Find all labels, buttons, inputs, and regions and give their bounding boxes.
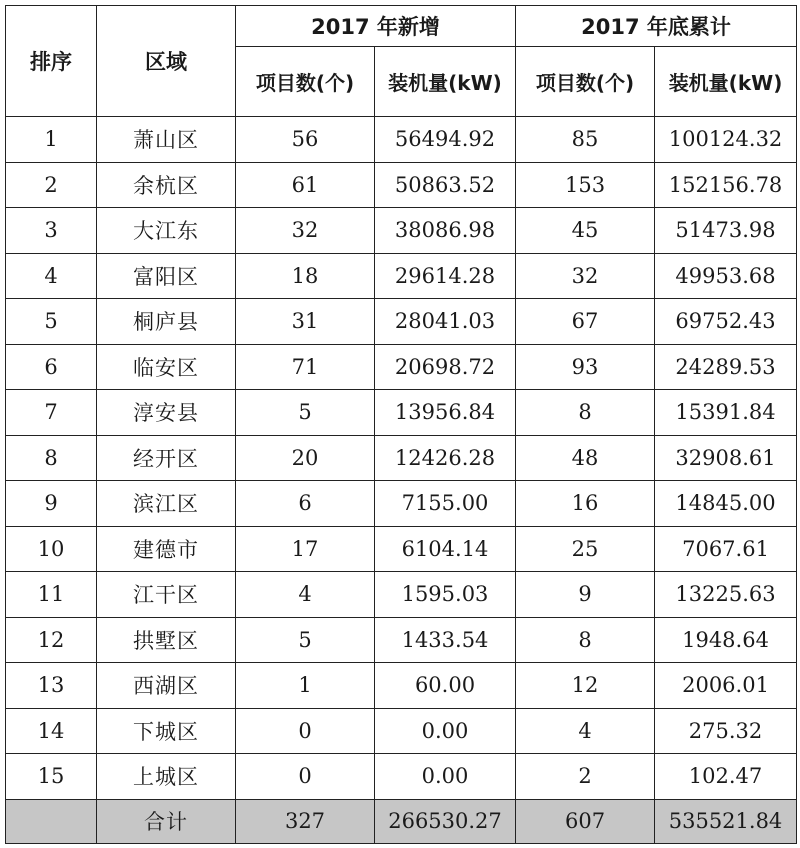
- cell-total-capacity: 7067.61: [655, 526, 797, 572]
- cell-total-capacity: 24289.53: [655, 344, 797, 390]
- cell-new-capacity: 1595.03: [375, 572, 516, 618]
- cell-new-capacity: 0.00: [375, 708, 516, 754]
- cell-new-capacity: 60.00: [375, 663, 516, 709]
- cell-total-capacity: 102.47: [655, 754, 797, 800]
- header-rank: 排序: [6, 6, 97, 117]
- cell-new-capacity: 12426.28: [375, 435, 516, 481]
- cell-total-count: 32: [516, 253, 655, 299]
- cell-region: 经开区: [97, 435, 236, 481]
- cell-new-capacity: 0.00: [375, 754, 516, 800]
- header-new-capacity: 装机量(kW): [375, 47, 516, 117]
- table-row: [6, 390, 797, 436]
- table-row: [6, 754, 797, 800]
- header-group-new: 2017 年新增: [236, 6, 516, 47]
- cell-new-capacity: 56494.92: [375, 117, 516, 163]
- cell-new-capacity: 1433.54: [375, 617, 516, 663]
- table-row: [6, 117, 797, 163]
- cell-new-capacity: 29614.28: [375, 253, 516, 299]
- total-row: [6, 799, 797, 843]
- cell-region: 余杭区: [97, 162, 236, 208]
- cell-total-count: 9: [516, 572, 655, 618]
- cell-total-count: 16: [516, 481, 655, 527]
- cell-total-count: 8: [516, 617, 655, 663]
- header-group-total: 2017 年底累计: [516, 6, 797, 47]
- cell-rank: 4: [6, 253, 97, 299]
- cell-new-count: 6: [236, 481, 375, 527]
- cell-total-count: 85: [516, 117, 655, 163]
- cell-total-count: 12: [516, 663, 655, 709]
- cell-new-count: 1: [236, 663, 375, 709]
- cell-total-count: 2: [516, 754, 655, 800]
- cell-rank: 5: [6, 299, 97, 345]
- table-row: [6, 572, 797, 618]
- cell-rank: 13: [6, 663, 97, 709]
- cell-rank: 2: [6, 162, 97, 208]
- cell-total-count: 25: [516, 526, 655, 572]
- table-row: [6, 253, 797, 299]
- cell-total-capacity: 14845.00: [655, 481, 797, 527]
- cell-region: 萧山区: [97, 117, 236, 163]
- cell-total-capacity: 152156.78: [655, 162, 797, 208]
- cell-total-count: 607: [516, 799, 655, 843]
- cell-region: 滨江区: [97, 481, 236, 527]
- cell-new-count: 5: [236, 390, 375, 436]
- cell-total-capacity: 13225.63: [655, 572, 797, 618]
- cell-region: 江干区: [97, 572, 236, 618]
- table-row: [6, 708, 797, 754]
- table-row: [6, 617, 797, 663]
- table-row: [6, 162, 797, 208]
- solar-projects-table: [5, 5, 797, 844]
- header-total-count: 项目数(个): [516, 47, 655, 117]
- cell-new-count: 5: [236, 617, 375, 663]
- cell-new-count: 20: [236, 435, 375, 481]
- cell-new-capacity: 7155.00: [375, 481, 516, 527]
- cell-rank: [6, 799, 97, 843]
- cell-rank: 11: [6, 572, 97, 618]
- cell-total-capacity: 32908.61: [655, 435, 797, 481]
- header-new-count: 项目数(个): [236, 47, 375, 117]
- cell-total-count: 45: [516, 208, 655, 254]
- cell-total-capacity: 49953.68: [655, 253, 797, 299]
- table-row: [6, 299, 797, 345]
- cell-total-count: 4: [516, 708, 655, 754]
- cell-total-capacity: 69752.43: [655, 299, 797, 345]
- cell-new-count: 31: [236, 299, 375, 345]
- table-row: [6, 481, 797, 527]
- cell-total-capacity: 100124.32: [655, 117, 797, 163]
- cell-region: 合计: [97, 799, 236, 843]
- cell-rank: 7: [6, 390, 97, 436]
- cell-new-capacity: 50863.52: [375, 162, 516, 208]
- cell-total-capacity: 535521.84: [655, 799, 797, 843]
- table-row: [6, 526, 797, 572]
- cell-total-count: 8: [516, 390, 655, 436]
- cell-region: 大江东: [97, 208, 236, 254]
- header-region: 区域: [97, 6, 236, 117]
- cell-new-capacity: 6104.14: [375, 526, 516, 572]
- cell-region: 建德市: [97, 526, 236, 572]
- cell-rank: 6: [6, 344, 97, 390]
- cell-new-count: 71: [236, 344, 375, 390]
- cell-new-count: 4: [236, 572, 375, 618]
- cell-rank: 15: [6, 754, 97, 800]
- cell-region: 下城区: [97, 708, 236, 754]
- cell-new-capacity: 28041.03: [375, 299, 516, 345]
- cell-total-capacity: 1948.64: [655, 617, 797, 663]
- cell-rank: 12: [6, 617, 97, 663]
- cell-rank: 1: [6, 117, 97, 163]
- cell-region: 上城区: [97, 754, 236, 800]
- cell-new-count: 0: [236, 708, 375, 754]
- cell-new-count: 61: [236, 162, 375, 208]
- cell-total-count: 67: [516, 299, 655, 345]
- header-total-capacity: 装机量(kW): [655, 47, 797, 117]
- cell-region: 西湖区: [97, 663, 236, 709]
- cell-total-capacity: 15391.84: [655, 390, 797, 436]
- cell-new-capacity: 38086.98: [375, 208, 516, 254]
- cell-total-capacity: 51473.98: [655, 208, 797, 254]
- cell-total-count: 48: [516, 435, 655, 481]
- cell-rank: 9: [6, 481, 97, 527]
- cell-new-capacity: 266530.27: [375, 799, 516, 843]
- cell-new-count: 32: [236, 208, 375, 254]
- table-body: [6, 117, 797, 844]
- cell-total-capacity: 275.32: [655, 708, 797, 754]
- cell-new-capacity: 20698.72: [375, 344, 516, 390]
- table-row: [6, 344, 797, 390]
- table-row: [6, 663, 797, 709]
- cell-region: 临安区: [97, 344, 236, 390]
- cell-total-count: 153: [516, 162, 655, 208]
- cell-new-count: 0: [236, 754, 375, 800]
- cell-new-count: 56: [236, 117, 375, 163]
- table-row: [6, 435, 797, 481]
- cell-rank: 14: [6, 708, 97, 754]
- cell-region: 桐庐县: [97, 299, 236, 345]
- cell-new-count: 327: [236, 799, 375, 843]
- cell-region: 富阳区: [97, 253, 236, 299]
- table-row: [6, 208, 797, 254]
- cell-total-capacity: 2006.01: [655, 663, 797, 709]
- cell-new-count: 18: [236, 253, 375, 299]
- cell-region: 拱墅区: [97, 617, 236, 663]
- cell-new-capacity: 13956.84: [375, 390, 516, 436]
- cell-region: 淳安县: [97, 390, 236, 436]
- cell-rank: 3: [6, 208, 97, 254]
- cell-rank: 8: [6, 435, 97, 481]
- cell-total-count: 93: [516, 344, 655, 390]
- cell-new-count: 17: [236, 526, 375, 572]
- cell-rank: 10: [6, 526, 97, 572]
